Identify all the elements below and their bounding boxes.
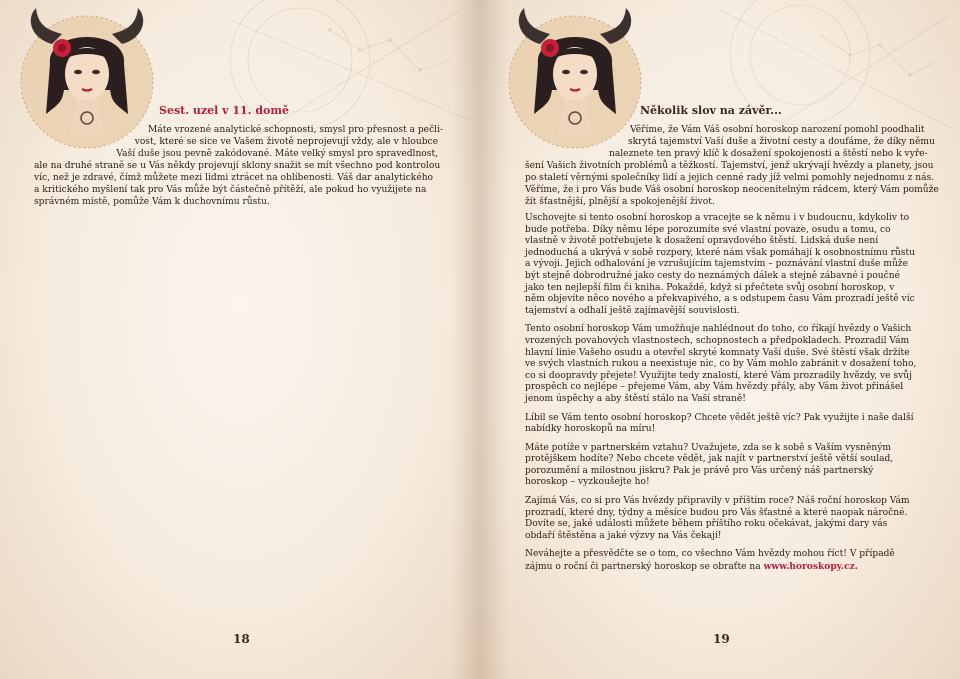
text-line: Máte vrozené analytické schopnosti, smysl pro přesnost a pečli- [148,125,444,135]
closing-paragraph [525,549,917,573]
text-line: žít šťastnější, plnější a spokojenější život. [525,197,715,207]
body-text [525,213,917,581]
text-line: Věříme, že i pro Vás bude Váš osobní horoskop neocenitelným rádcem, který Vám pomůže [525,185,939,195]
right-page [480,0,960,679]
paragraph: Líbil se Vám tento osobní horoskop? Chcete vědět ještě víc? Pak využijte i naše další nabídky horoskopů na míru! [525,412,914,435]
page-number: 19 [713,632,730,646]
text-line: správném místě, pomůže Vám k duchovnímu růstu. [34,197,270,207]
paragraph: Tento osobní horoskop Vám umožňuje nahlédnout do toho, co říkají hvězdy o Vašich vrozených povahových vlastnostech, schopnostech a předpokladech. Prozradil Vám hlavní linie Vašeho osudu a otevřel skryté komnaty Vaší duše. Své štěstí však držíte ve svých vlastních rukou a neexistuje nic, co by Vám mohlo zabránit v dosažení toho, co si doopravdy přejete! Využijte tedy znalostí, které Vám prozradily hvězdy, ve svůj prospěch co nejlépe – přejeme Vám, aby Vám hvězdy přály, aby Vám život přinášel jenom úspěchy a aby štěstí stálo na Vaší straně! [525,324,917,404]
text-line: šení Vašich životních problémů a těžkostí. Tajemství, jenž ukrývají hvězdy a planety, jsou [525,161,934,171]
text-line: naleznete ten pravý klíč k dosažení spokojenosti a štěstí nebo k vyře- [609,149,928,159]
website-link[interactable]: www.horoskopy.cz. [763,561,858,573]
aries-woman-portrait [500,4,650,154]
text-line: skrytá tajemství Vaší duše a životní cesty a doufáme, že díky němu [628,137,935,147]
page-number: 18 [233,632,250,646]
paragraph: Zajímá Vás, co si pro Vás hvězdy připravily v příštím roce? Náš roční horoskop Vám prozradí, které dny, týdny a měsíce budou pro Vás šťastné a které naopak náročné. Dovíte se, jaké události můžete během příštího roku očekávat, jakými dary vás obdaří štěstěna a jaké výzvy na Vás čekají! [525,496,910,541]
text-line: Vaší duše jsou pevně zakódované. Máte velký smysl pro spravedlnost, [116,149,438,159]
section-heading: Sest. uzel v 11. domě [159,104,289,117]
section-heading: Několik slov na závěr... [640,104,782,117]
text-line: ale na druhé straně se u Vás někdy projevují sklony snažit se mít všechno pod kontrolou [34,161,441,171]
text-line: víc, než je zdravé, čímž můžete mezi lidmi ztrácet na oblíbenosti. Váš dar analytického [34,173,434,183]
text-line: a kritického myšlení tak pro Vás může být částečně přítěží, ale pokud ho využijete na [34,185,427,195]
paragraph: Máte potíže v partnerském vztahu? Uvažujete, zda se k sobě s Vaším vysněným protějškem hodíte? Nebo chcete vědět, jak najít v partnerství ještě větší soulad, porozumění a milostnou jiskru? Pak je právě pro Vás určený náš partnerský horoskop – vyzkoušejte ho! [525,442,894,488]
closing-text: Neváhejte a přesvědčte se o tom, co všechno Vám hvězdy mohou říct! V případě zájmu o roční či partnerský horoskop se obraťte na [525,549,895,573]
text-line: po staletí věrnými společníky lidí a jejich cenné rady jíž velmi pomohly nejednomu z nás. [525,173,935,183]
text-line: Věříme, že Vám Váš osobní horoskop narození pomohl poodhalit [630,125,925,135]
aries-woman-portrait [12,4,162,154]
paragraph: Uschovejte si tento osobní horoskop a vracejte se k němu i v budoucnu, kdykoliv to bude potřeba. Díky němu lépe porozumíte své vlastní povaze, osudu a tomu, co vlastně v životě potřebujete k dosažení opravdového štěstí. Lidská duše není jednoduchá a ukrývá v sobě rozpory, které nám však pomáhají k osobnostnímu růstu a vývoji. Jejich odhalování je vzrušujícím tajemstvím – poznávání vlastní duše může být stejně dobrodružné jako cesty do neznámých dálek a stejně zábavné i poučné jako ten nejlepší film či kniha. Pokaždé, když si přečtete svůj osobní horoskop, v něm objevíte něco nového a překvapivého, a s odstupem času Vám prozradí ještě víc tajemství a odhalí ještě zajímavější souvislosti. [525,213,915,316]
text-line: vost, které se sice ve Vašem životě neprojevují vždy, ale v hloubce [134,137,438,147]
